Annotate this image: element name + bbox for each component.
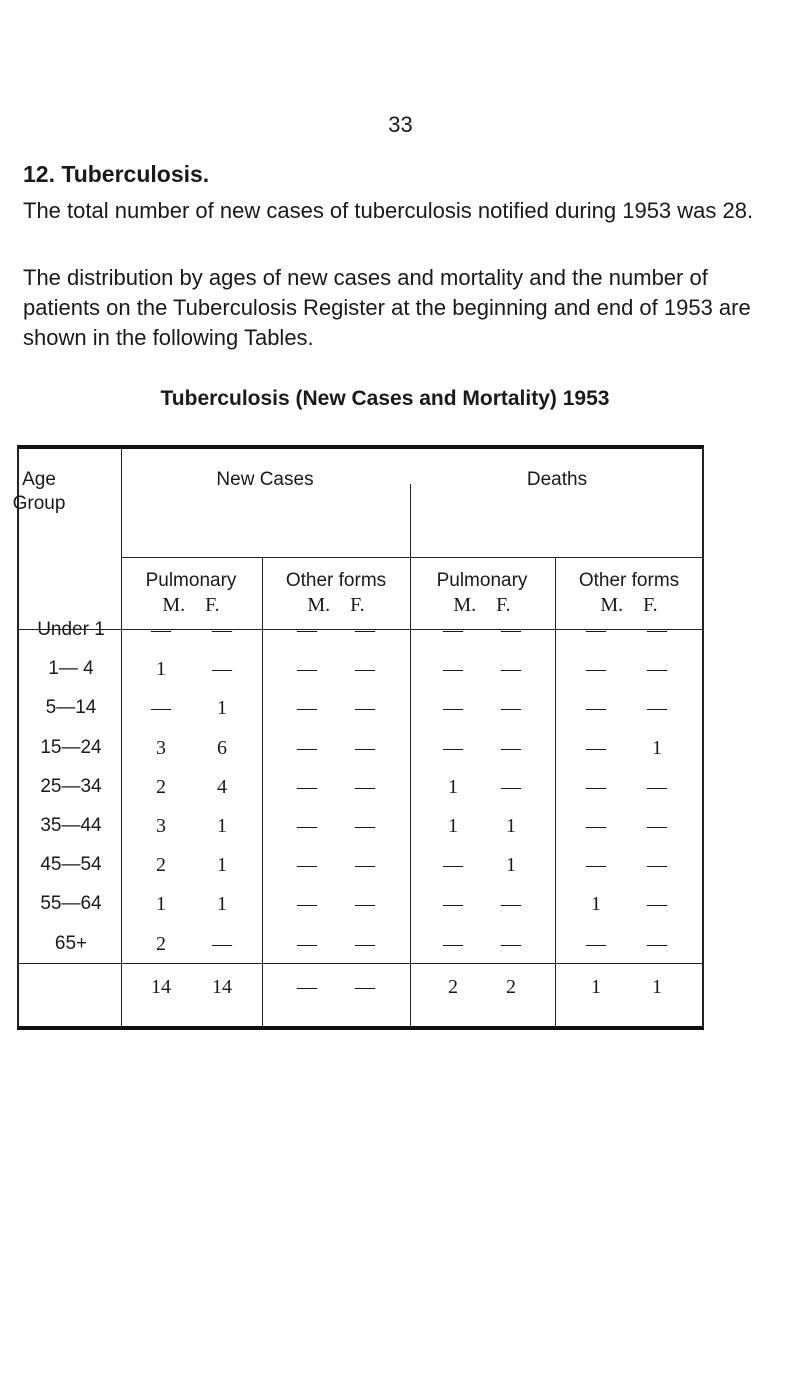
table-cell: — bbox=[647, 775, 667, 798]
table-cell: — bbox=[443, 658, 463, 681]
age-group-cell: 65+ bbox=[54, 932, 88, 954]
table-cell: — bbox=[355, 736, 375, 759]
age-group-cell: 25—34 bbox=[40, 775, 102, 797]
column-divider bbox=[410, 484, 411, 1026]
total-cell: 2 bbox=[448, 976, 458, 998]
section-heading: 12. Tuberculosis. bbox=[23, 161, 210, 187]
table-cell: 1 bbox=[217, 815, 227, 837]
table-cell: — bbox=[501, 775, 521, 798]
table-cell: — bbox=[443, 932, 463, 955]
total-cell: 1 bbox=[652, 976, 662, 998]
table-cell: — bbox=[443, 736, 463, 759]
page-number: 33 bbox=[388, 112, 413, 137]
table-cell: — bbox=[212, 619, 232, 641]
total-cell: 1 bbox=[591, 976, 601, 998]
table-cell: — bbox=[586, 658, 606, 681]
paragraph-distribution: The distribution by ages of new cases and mortality and the number of patients on the Tuberculosis Register at the beginning and end of 1953 are shown in the following Tables. bbox=[23, 265, 751, 350]
table-cell: — bbox=[443, 854, 463, 877]
table-cell: — bbox=[355, 893, 375, 916]
table-cell: 1 bbox=[448, 815, 458, 837]
table-cell: — bbox=[586, 619, 606, 641]
table-cell: — bbox=[647, 815, 667, 837]
table-cell: — bbox=[355, 658, 375, 681]
subheader-new-other-mf: M. F. bbox=[307, 594, 365, 616]
table-cell: — bbox=[212, 932, 232, 955]
table-cell: — bbox=[297, 736, 317, 759]
subheader-new-pulmonary-mf: M. F. bbox=[162, 594, 220, 616]
column-divider bbox=[262, 557, 263, 1026]
table-cell: — bbox=[297, 893, 317, 916]
table-cell: — bbox=[443, 619, 463, 641]
paragraph-total-cases: The total number of new cases of tuberculosis notified during 1953 was 28. bbox=[23, 198, 754, 223]
header-group: Group bbox=[12, 493, 66, 514]
table-cell: — bbox=[501, 658, 521, 681]
subheader-deaths-other-mf: M. F. bbox=[600, 594, 658, 616]
table-cell: 3 bbox=[156, 736, 166, 759]
table-cell: — bbox=[501, 893, 521, 916]
table-cell: — bbox=[212, 658, 232, 681]
table-cell: — bbox=[151, 619, 171, 641]
table-cell: — bbox=[151, 697, 171, 720]
table-cell: — bbox=[647, 932, 667, 955]
age-group-cell: 15—24 bbox=[40, 736, 102, 758]
table-cell: — bbox=[501, 619, 521, 641]
table-cell: — bbox=[501, 932, 521, 955]
table-cell: — bbox=[355, 697, 375, 720]
subheader-deaths-pulmonary: Pulmonary bbox=[436, 570, 528, 591]
table-cell: 1 bbox=[156, 893, 166, 916]
table-cell: — bbox=[586, 815, 606, 837]
column-divider bbox=[555, 557, 556, 1026]
table-cell: — bbox=[297, 697, 317, 720]
table-cell: 1 bbox=[591, 893, 601, 916]
header-age: Age bbox=[22, 469, 56, 490]
age-group-cell: 45—54 bbox=[40, 854, 102, 876]
table-cell: 1 bbox=[217, 893, 227, 916]
tuberculosis-table bbox=[12, 445, 704, 1030]
subheader-new-pulmonary: Pulmonary bbox=[145, 570, 237, 591]
table-cell: 6 bbox=[217, 736, 227, 759]
table-cell: — bbox=[647, 854, 667, 877]
table-cell: 2 bbox=[156, 932, 166, 955]
total-cell: 14 bbox=[151, 976, 171, 998]
age-group-cell: 1— 4 bbox=[48, 658, 94, 680]
table-cell: 2 bbox=[156, 854, 166, 877]
table-cell: — bbox=[297, 932, 317, 955]
table-cell: — bbox=[586, 736, 606, 759]
table-cell: — bbox=[647, 658, 667, 681]
subheader-deaths-pulmonary-mf: M. F. bbox=[453, 594, 511, 616]
table-cell: — bbox=[647, 619, 667, 641]
table-cell: 1 bbox=[448, 775, 458, 798]
table-cell: — bbox=[297, 775, 317, 798]
totals-divider bbox=[19, 963, 702, 964]
table-cell: 1 bbox=[156, 658, 166, 681]
age-group-cell: 5—14 bbox=[45, 697, 97, 719]
table-cell: 2 bbox=[156, 775, 166, 798]
table-cell: — bbox=[355, 854, 375, 877]
table-cell: — bbox=[297, 619, 317, 641]
total-cell: 2 bbox=[506, 976, 516, 998]
table-cell: — bbox=[355, 932, 375, 955]
table-cell: 1 bbox=[217, 697, 227, 720]
table-cell: 1 bbox=[652, 736, 662, 759]
total-cell: — bbox=[297, 976, 317, 998]
header-deaths: Deaths bbox=[526, 469, 588, 490]
table-cell: — bbox=[647, 697, 667, 720]
table-cell: — bbox=[586, 697, 606, 720]
table-cell: — bbox=[355, 619, 375, 641]
age-group-cell: 35—44 bbox=[40, 815, 102, 836]
table-cell: — bbox=[586, 854, 606, 877]
table-cell: 1 bbox=[217, 854, 227, 877]
age-group-cell: 55—64 bbox=[40, 893, 102, 915]
table-cell: — bbox=[647, 893, 667, 916]
table-title: Tuberculosis (New Cases and Mortality) 1953 bbox=[160, 387, 610, 410]
total-cell: — bbox=[355, 976, 375, 998]
table-cell: — bbox=[443, 893, 463, 916]
subheader-new-other: Other forms bbox=[285, 570, 387, 591]
table-cell: — bbox=[586, 775, 606, 798]
table-cell: — bbox=[355, 775, 375, 798]
table-cell: — bbox=[297, 658, 317, 681]
header-subdivider bbox=[121, 557, 702, 558]
header-new-cases: New Cases bbox=[216, 469, 314, 490]
table-cell: — bbox=[355, 815, 375, 837]
age-group-cell: Under 1 bbox=[37, 619, 105, 640]
table-cell: — bbox=[501, 697, 521, 720]
subheader-deaths-other: Other forms bbox=[578, 570, 680, 591]
table-cell: 1 bbox=[506, 815, 516, 837]
table-cell: — bbox=[443, 697, 463, 720]
table-cell: — bbox=[297, 815, 317, 837]
table-cell: — bbox=[297, 854, 317, 877]
table-cell: — bbox=[501, 736, 521, 759]
table-cell: — bbox=[586, 932, 606, 955]
table-cell: 1 bbox=[506, 854, 516, 877]
table-cell: 3 bbox=[156, 815, 166, 837]
total-cell: 14 bbox=[212, 976, 232, 998]
table-cell: 4 bbox=[217, 775, 227, 798]
